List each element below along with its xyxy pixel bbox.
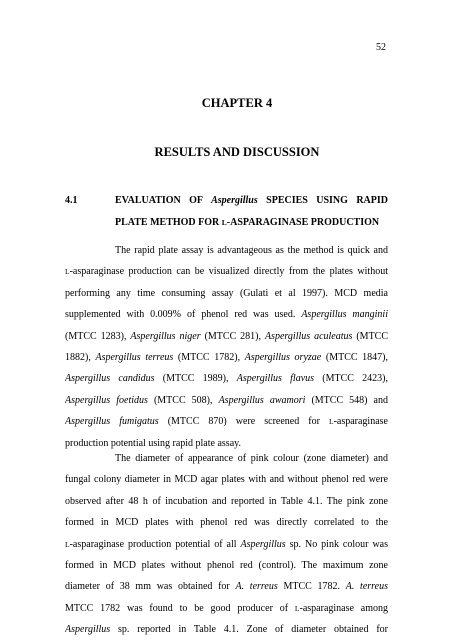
text-line: (MTCC 1283), Aspergillus niger (MTCC 281), Aspergillus aculeatus (MTCC: [65, 330, 388, 342]
paragraph-1: [65, 240, 388, 454]
text-line: Aspergillus sp. reported in Table 4.1. Zone of diameter obtained for: [65, 624, 388, 636]
section-heading: [65, 190, 388, 234]
text-line: L-asparaginase production can be visualized directly from the plates without: [65, 266, 388, 278]
section-number: 4.1: [65, 195, 78, 206]
text-line: fungal colony diameter in MCD agar plates with and without phenol red were: [65, 474, 388, 486]
text-line: supplemented with 0.009% of phenol red was used. Aspergillus manginii: [65, 309, 388, 321]
text-line: The diameter of appearance of pink colour (zone diameter) and: [115, 453, 388, 464]
text-line: Aspergillus foetidus (MTCC 508), Aspergillus awamori (MTCC 548) and: [65, 394, 388, 406]
text-line: formed in MCD plates without phenol red (control). The maximum zone: [65, 560, 388, 572]
chapter-heading: CHAPTER 4: [201, 96, 273, 110]
text-line: diameter of 38 mm was obtained for A. terreus MTCC 1782. A. terreus: [65, 581, 388, 593]
text-line: L-asparaginase production potential of all Aspergillus sp. No pink colour was: [65, 538, 388, 550]
text-line: performing any time consuming assay (Gulati et al 1997). MCD media: [65, 287, 388, 299]
text-line: MTCC 1782 was found to be good producer of L-asparaginase among: [65, 602, 388, 614]
text-line: Aspergillus fumigatus (MTCC 870) were screened for L-asparaginase: [65, 416, 388, 428]
section-title-line-2: PLATE METHOD FOR L-ASPARAGINASE PRODUCTION: [115, 217, 380, 228]
text-line: 1882), Aspergillus terreus (MTCC 1782), Aspergillus oryzae (MTCC 1847),: [65, 352, 388, 364]
chapter-title: RESULTS AND DISCUSSION: [154, 145, 320, 159]
text-line: formed in MCD plates with phenol red was directly correlated to the: [65, 517, 388, 529]
text-line: observed after 48 h of incubation and reported in Table 4.1. The pink zone: [65, 495, 388, 507]
paragraph-2: [65, 448, 388, 641]
text-line: The rapid plate assay is advantageous as the method is quick and: [115, 245, 388, 256]
section-title-line-1: EVALUATION OF Aspergillus SPECIES USING RAPID: [115, 195, 388, 206]
page-number: 52: [376, 42, 386, 53]
text-line: production potential using rapid plate assay.: [65, 437, 241, 449]
text-line: Aspergillus candidus (MTCC 1989), Aspergillus flavus (MTCC 2423),: [65, 373, 388, 385]
